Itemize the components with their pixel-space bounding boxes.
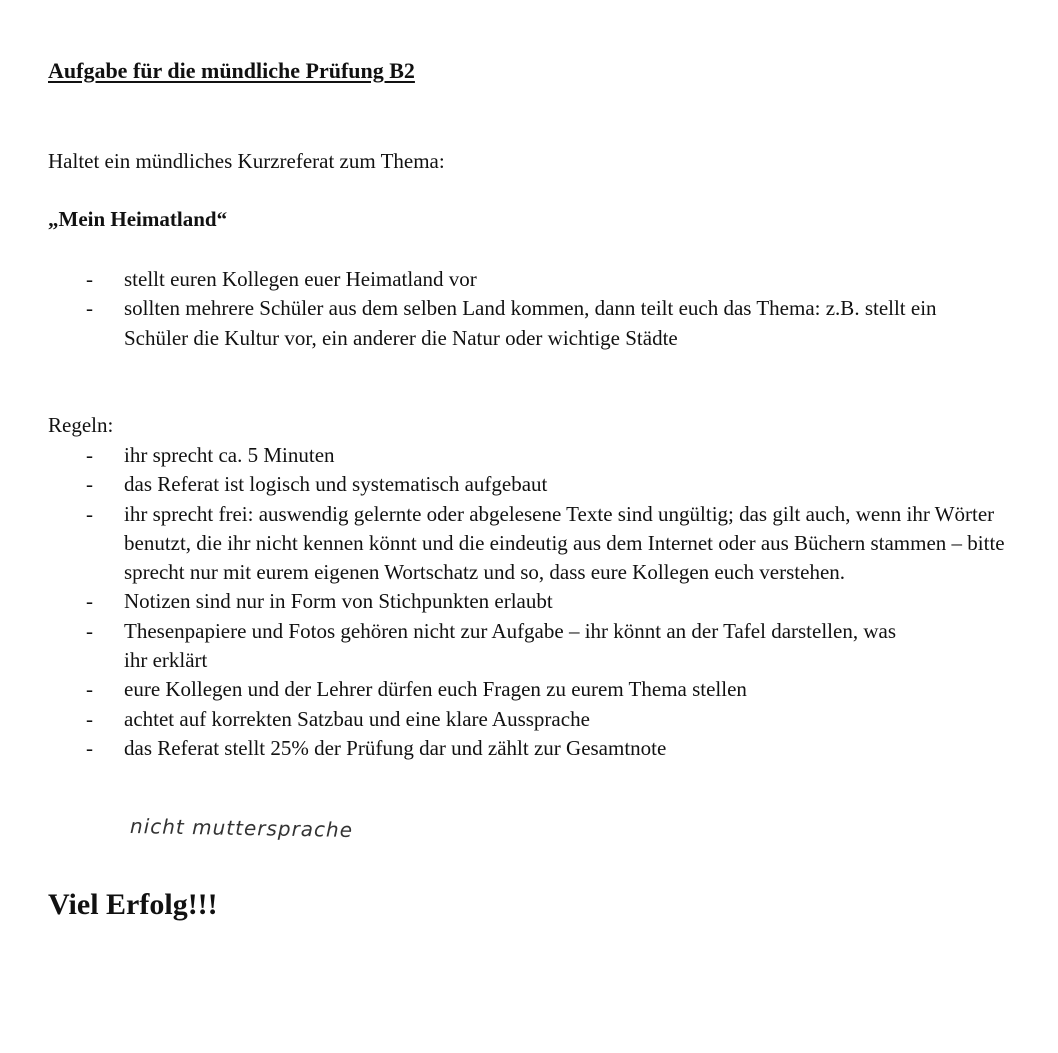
- list-item: - das Referat ist logisch und systematisch aufgebaut: [86, 472, 548, 497]
- list-item: - ihr sprecht ca. 5 Minuten: [86, 443, 335, 467]
- handwritten-note: nicht muttersprache: [129, 814, 354, 842]
- task-list: [48, 265, 1024, 353]
- closing-text: Viel Erfolg!!!: [48, 888, 218, 921]
- list-item: - achtet auf korrekten Satzbau und eine klare Aussprache: [86, 706, 590, 731]
- intro-text: Haltet ein mündliches Kurzreferat zum Thema:: [48, 149, 445, 173]
- list-item: - eure Kollegen und der Lehrer dürfen euch Fragen zu eurem Thema stellen: [86, 677, 747, 702]
- list-item: - ihr sprecht frei: auswendig gelernte oder abgelesene Texte sind ungültig; das gilt auch, wenn ihr Wörter benutzt, die ihr nicht kennen könnt und die eindeutig aus dem Internet oder aus Büchern stammen – bitte sprecht nur mit eurem eigenen Wortschatz und so, dass eure Kollegen euch verstehen.: [86, 501, 1005, 585]
- rules-heading: Regeln:: [48, 413, 114, 437]
- topic-heading: „Mein Heimatland“: [48, 207, 228, 231]
- rules-list: [48, 441, 1024, 763]
- document-title: Aufgabe für die mündliche Prüfung B2: [48, 58, 415, 83]
- list-item: - sollten mehrere Schüler aus dem selben Land kommen, dann teilt euch das Thema: z.B. stellt ein Schüler die Kultur vor, ein anderer die Natur oder wichtige Städte: [86, 296, 937, 350]
- list-item: - Thesenpapiere und Fotos gehören nicht zur Aufgabe – ihr könnt an der Tafel darstellen, was ihr erklärt: [86, 618, 896, 673]
- list-item: - das Referat stellt 25% der Prüfung dar und zählt zur Gesamtnote: [86, 735, 667, 760]
- list-item: - stellt euren Kollegen euer Heimatland vor: [86, 267, 477, 291]
- list-item: - Notizen sind nur in Form von Stichpunkten erlaubt: [86, 589, 553, 614]
